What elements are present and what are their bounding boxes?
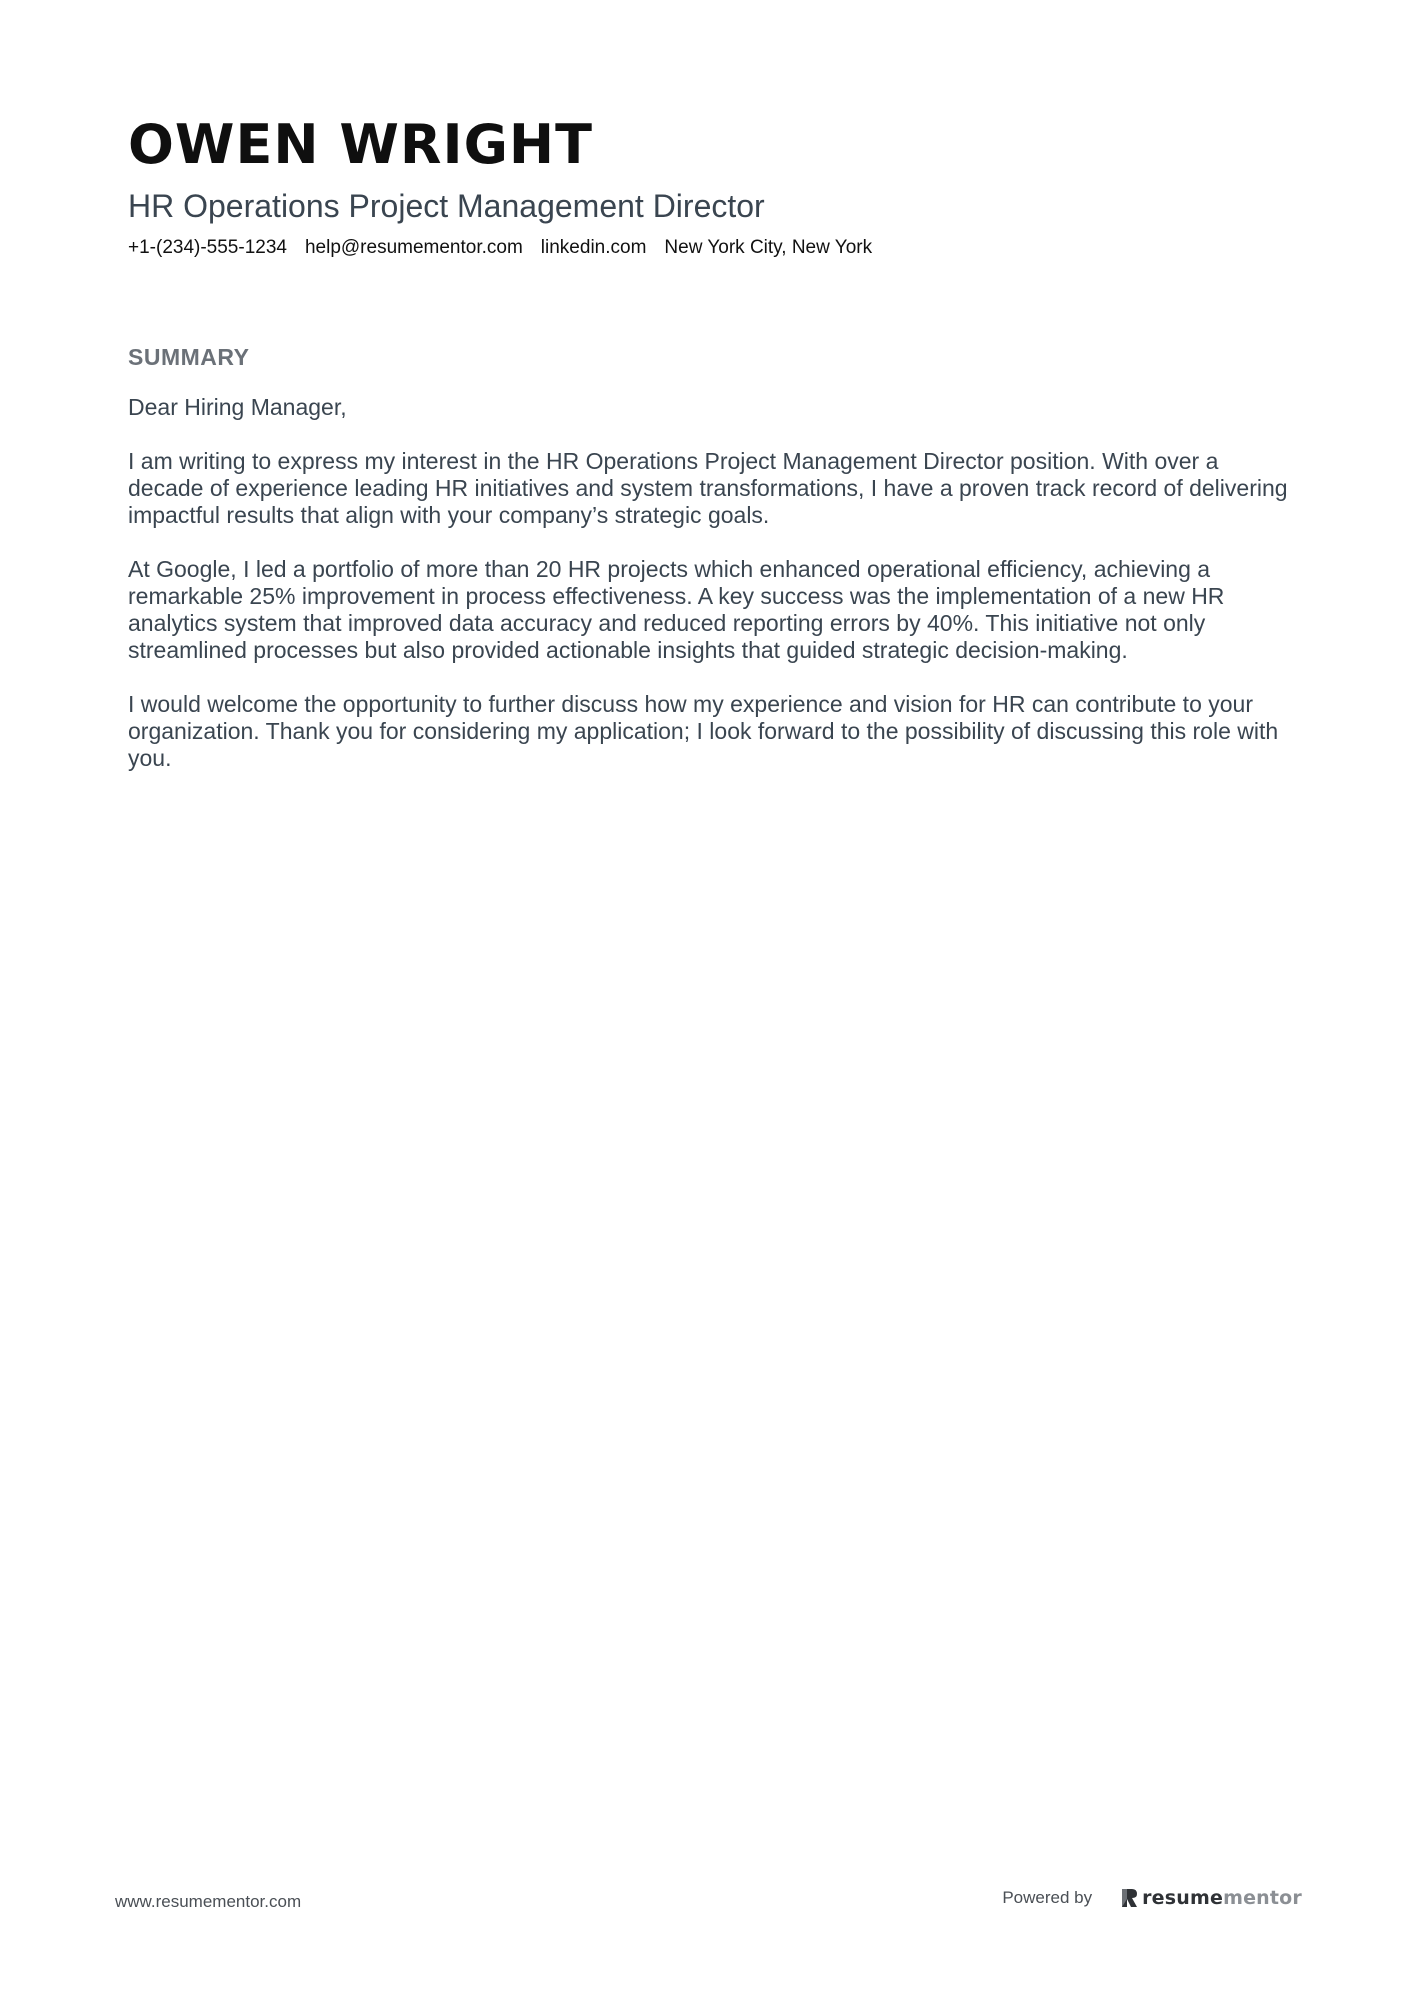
contact-line [128, 236, 1288, 260]
salutation: Dear Hiring Manager, [128, 394, 347, 420]
contact-phone: +1-(234)-555-1234 [128, 237, 287, 258]
contact-linkedin: linkedin.com [540, 237, 647, 258]
brand-logo [1120, 1887, 1302, 1909]
summary-section [128, 342, 1288, 772]
paragraph-experience: At Google, I led a portfolio of more than 20 HR projects which enhanced operational efficiency, achieving a remarkable 25% improvement in process effectiveness. A key success was the implementation of a new HR analytics system that improved data accuracy and reduced reporting errors by 40%. This initiative not only streamlined processes but also provided actionable insights that guided strategic decision-making. [128, 556, 1225, 663]
contact-email: help@resumementor.com [304, 237, 523, 258]
header [128, 110, 1288, 260]
paragraph-intro: I am writing to express my interest in the HR Operations Project Management Director position. With over a decade of experience leading HR initiatives and system transformations, I have a proven track record of delivering impactful results that align with your company’s strategic goals. [128, 448, 1288, 528]
brand-wordmark-main: resume [1142, 1887, 1224, 1909]
footer-branding [1002, 1887, 1302, 1909]
contact-location: New York City, New York [664, 237, 873, 258]
powered-by-label: Powered by [1002, 1888, 1093, 1907]
footer-website: www.resumementor.com [115, 1892, 302, 1911]
resumementor-logo-icon [1120, 1887, 1138, 1909]
brand-wordmark-accent: mentor [1223, 1887, 1302, 1909]
job-title: HR Operations Project Management Director [128, 188, 765, 224]
brand-wordmark [1142, 1887, 1302, 1909]
paragraph-closing: I would welcome the opportunity to further discuss how my experience and vision for HR can contribute to your organization. Thank you for considering my application; I look forward to the possibility of discussing this role with you. [128, 691, 1279, 771]
candidate-name: OWEN WRIGHT [128, 113, 593, 176]
section-heading: SUMMARY [128, 344, 250, 370]
